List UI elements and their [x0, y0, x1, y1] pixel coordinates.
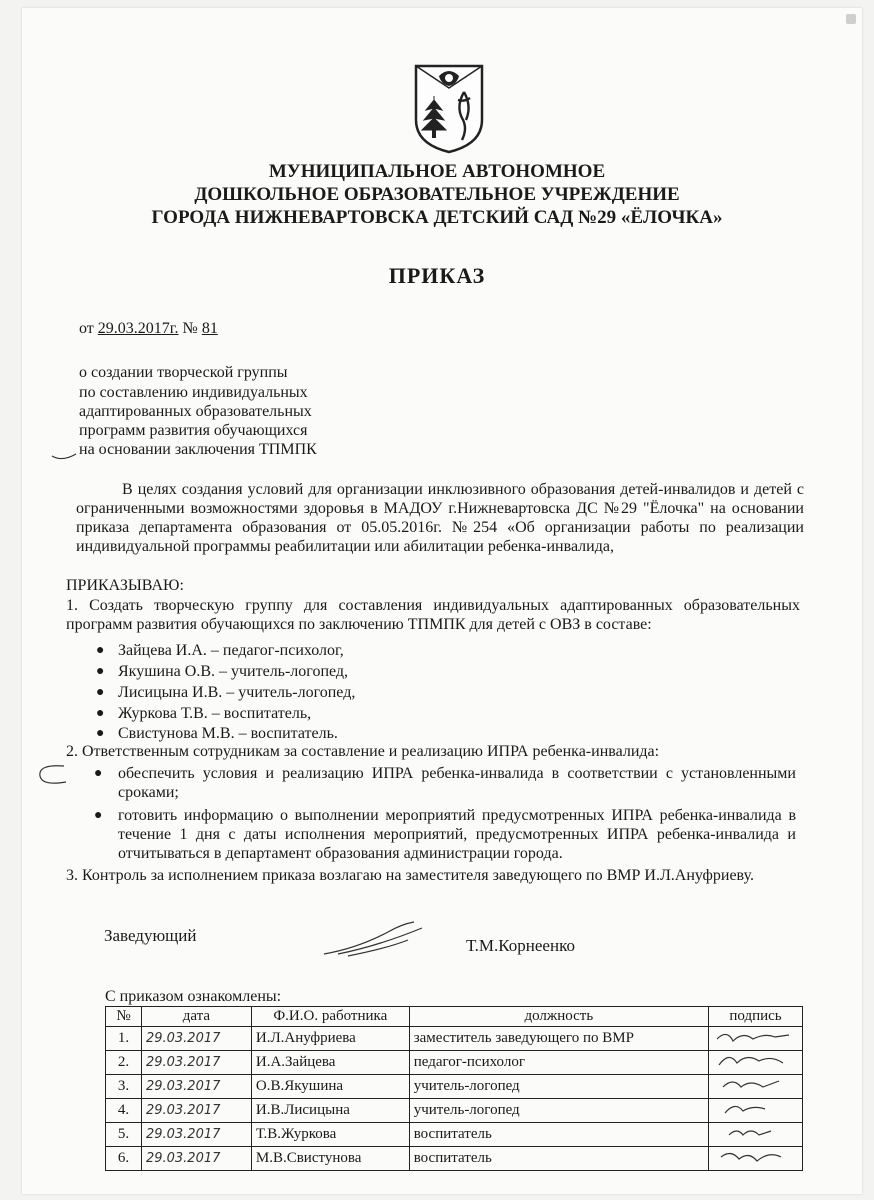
row-position: заместитель заведующего по ВМР	[409, 1027, 708, 1051]
bullet-dot: ●	[94, 808, 103, 823]
row-name: Т.В.Журкова	[251, 1123, 409, 1147]
acknowledgement-table	[105, 1006, 803, 1171]
ack-caption: С приказом ознакомлены:	[105, 988, 282, 1005]
row-date: 29.03.2017	[141, 1027, 251, 1051]
bullet-dot: ●	[96, 726, 105, 741]
order-item-2: 2. Ответственным сотрудникам за составление и реализацию ИПРА ребенка-инвалида:	[66, 743, 660, 760]
table-row	[106, 1075, 803, 1099]
table-header-row	[106, 1007, 803, 1027]
row-number: 2.	[106, 1051, 142, 1075]
row-name: И.Л.Ануфриева	[251, 1027, 409, 1051]
item2-bullet-1: обеспечить условия и реализацию ИПРА ребенка-инвалида в соответствии с установленными сроками;	[118, 765, 796, 801]
row-signature	[709, 1123, 803, 1147]
row-position: учитель-логопед	[409, 1099, 708, 1123]
subject-line-3: адаптированных образовательных	[79, 403, 312, 420]
number-prefix: №	[178, 320, 202, 337]
table-row	[106, 1147, 803, 1171]
row-date: 29.03.2017	[141, 1099, 251, 1123]
member-4: Журкова Т.В. – воспитатель,	[118, 705, 312, 722]
col-header-position: должность	[409, 1007, 708, 1027]
row-date: 29.03.2017	[141, 1123, 251, 1147]
order-word: ПРИКАЗЫВАЮ:	[66, 577, 184, 594]
member-1: Зайцева И.А. – педагог-психолог,	[118, 642, 344, 659]
subject-line-1: о создании творческой группы	[79, 364, 288, 381]
margin-bracket-mark	[30, 762, 70, 788]
col-header-name: Ф.И.О. работника	[251, 1007, 409, 1027]
order-date-line	[79, 319, 218, 338]
org-name-line-3: ГОРОДА НИЖНЕВАРТОВСКА ДЕТСКИЙ САД №29 «ЁЛОЧКА»	[151, 207, 723, 228]
bullet-dot: ●	[96, 643, 105, 658]
member-2: Якушина О.В. – учитель-логопед,	[118, 663, 349, 680]
row-number: 4.	[106, 1099, 142, 1123]
item2-bullet-2: готовить информацию о выполнении мероприятий предусмотренных ИПРА ребенка-инвалида в течение 1 дня с даты исполнения мероприятий, предусмотренных ИПРА ребенка-инвалида и отчитываться в департамент образования администрации города.	[118, 807, 796, 862]
row-name: И.А.Зайцева	[251, 1051, 409, 1075]
bullet-dot: ●	[96, 664, 105, 679]
col-header-number: №	[106, 1007, 142, 1027]
bullet-dot: ●	[94, 766, 103, 781]
row-signature	[709, 1027, 803, 1051]
bullet-dot: ●	[96, 685, 105, 700]
date-prefix: от	[79, 320, 98, 337]
member-5: Свистунова М.В. – воспитатель.	[118, 725, 338, 742]
subject-line-5: на основании заключения ТПМПК	[79, 441, 317, 458]
row-name: М.В.Свистунова	[251, 1147, 409, 1171]
signatory-name: Т.М.Корнеенко	[466, 936, 575, 955]
row-position: воспитатель	[409, 1123, 708, 1147]
col-header-date: дата	[141, 1007, 251, 1027]
signatory-position: Заведующий	[104, 926, 197, 945]
table-row	[106, 1051, 803, 1075]
city-coat-of-arms-icon	[412, 62, 486, 154]
table-row	[106, 1099, 803, 1123]
subject-line-4: программ развития обучающихся	[79, 422, 308, 439]
table-row	[106, 1027, 803, 1051]
order-date: 29.03.2017г.	[97, 320, 179, 337]
bullet-dot: ●	[96, 706, 105, 721]
director-signature	[318, 918, 428, 960]
row-name: О.В.Якушина	[251, 1075, 409, 1099]
row-position: педагог-психолог	[409, 1051, 708, 1075]
row-number: 3.	[106, 1075, 142, 1099]
row-date: 29.03.2017	[141, 1147, 251, 1171]
row-position: воспитатель	[409, 1147, 708, 1171]
row-name: И.В.Лисицына	[251, 1099, 409, 1123]
row-number: 6.	[106, 1147, 142, 1171]
document-title: ПРИКАЗ	[388, 263, 486, 288]
row-signature	[709, 1075, 803, 1099]
margin-pencil-mark	[50, 448, 80, 464]
row-date: 29.03.2017	[141, 1075, 251, 1099]
row-signature	[709, 1099, 803, 1123]
order-item-3: 3. Контроль за исполнением приказа возлагаю на заместителя заведующего по ВМР И.Л.Ануфриеву.	[66, 867, 754, 884]
row-signature	[709, 1147, 803, 1171]
row-date: 29.03.2017	[141, 1051, 251, 1075]
row-number: 5.	[106, 1123, 142, 1147]
row-number: 1.	[106, 1027, 142, 1051]
row-position: учитель-логопед	[409, 1075, 708, 1099]
row-signature	[709, 1051, 803, 1075]
table-row	[106, 1123, 803, 1147]
org-name-line-2: ДОШКОЛЬНОЕ ОБРАЗОВАТЕЛЬНОЕ УЧРЕЖДЕНИЕ	[194, 184, 680, 205]
page-corner-mark	[846, 14, 856, 24]
preamble-paragraph: В целях создания условий для организации инклюзивного образования детей-инвалидов и детей с ограниченными возможностями здоровья в МАДОУ г.Нижневартовска ДС №29 "Ёлочка" на основании приказа департамента образования от 05.05.2016г. №254 «Об организации работы по реализации индивидуальной программы реабилитации или абилитации ребенка-инвалида,	[76, 481, 804, 555]
order-number: 81	[201, 320, 218, 337]
order-item-1: 1. Создать творческую группу для составления индивидуальных адаптированных образовательных программ развития обучающихся по заключению ТПМПК для детей с ОВЗ в составе:	[66, 597, 800, 633]
col-header-signature: подпись	[709, 1007, 803, 1027]
member-3: Лисицына И.В. – учитель-логопед,	[118, 684, 356, 701]
org-name-line-1: МУНИЦИПАЛЬНОЕ АВТОНОМНОЕ	[268, 161, 606, 182]
subject-line-2: по составлению индивидуальных	[79, 384, 308, 401]
